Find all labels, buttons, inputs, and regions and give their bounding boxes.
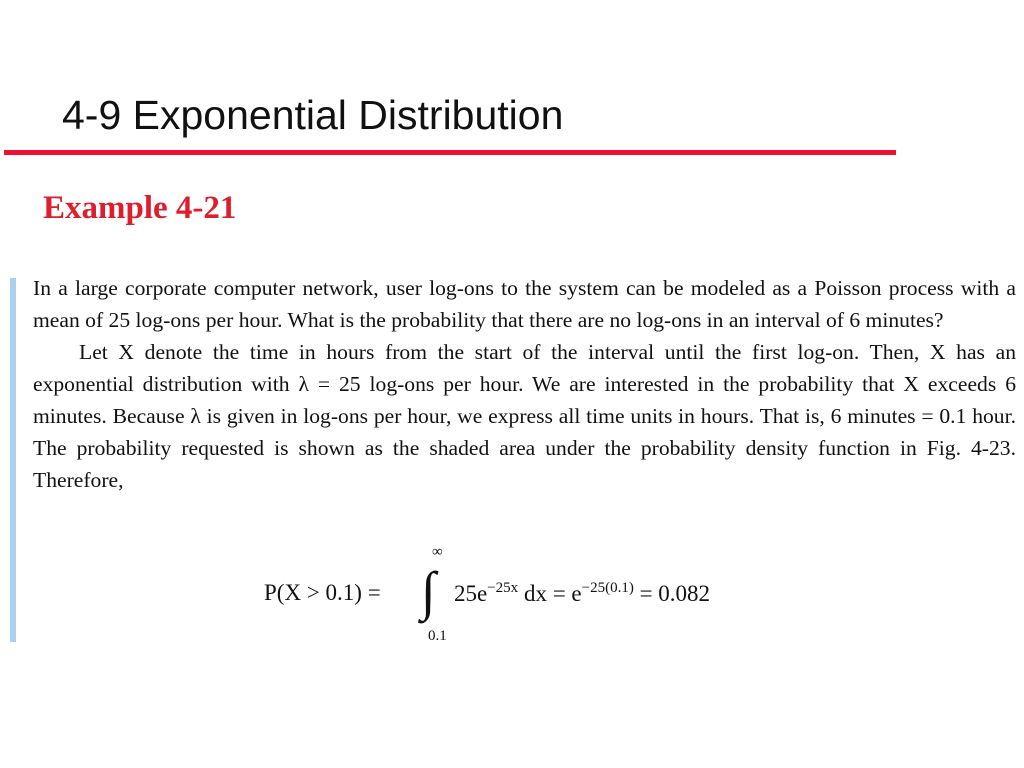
title-underline [4, 150, 896, 155]
example-heading: Example 4-21 [43, 190, 237, 226]
problem-statement: In a large corporate computer network, user log-ons to the system can be modeled as a Poisson process with a mean of 25 log-ons per hour. What is the probability that there are no log-ons in an interval of 6 minutes? [33, 276, 1016, 332]
integral-lower-limit: 0.1 [428, 628, 447, 644]
integral-sign: ∫ [421, 561, 436, 621]
equation-result: = 0.082 [639, 581, 711, 606]
result-exponent: −25(0.1) [581, 580, 634, 596]
excerpt-side-bar [10, 278, 16, 642]
integral-upper-limit: ∞ [432, 544, 443, 560]
integrand: 25e [454, 581, 488, 606]
equation-rhs [454, 580, 710, 607]
solution-paragraph: Let X denote the time in hours from the start of the interval until the first log-on. Then, X has an exponential distribution with λ = 25 log-ons per hour. We are interested in the probability that X exceeds 6 minutes. Because λ is given in log-ons per hour, we express all time units in hours. That is, 6 minutes = 0.1 hour. The probability requested is shown as the shaded area under the probability density function in Fig. 4-23. Therefore, [33, 340, 1016, 492]
textbook-excerpt [33, 272, 1016, 496]
probability-equation [264, 546, 804, 646]
equation-lhs: P(X > 0.1) = [264, 580, 381, 605]
differential: dx = e [523, 581, 582, 606]
slide-title: 4-9 Exponential Distribution [62, 92, 564, 138]
integrand-exponent: −25x [487, 580, 519, 596]
